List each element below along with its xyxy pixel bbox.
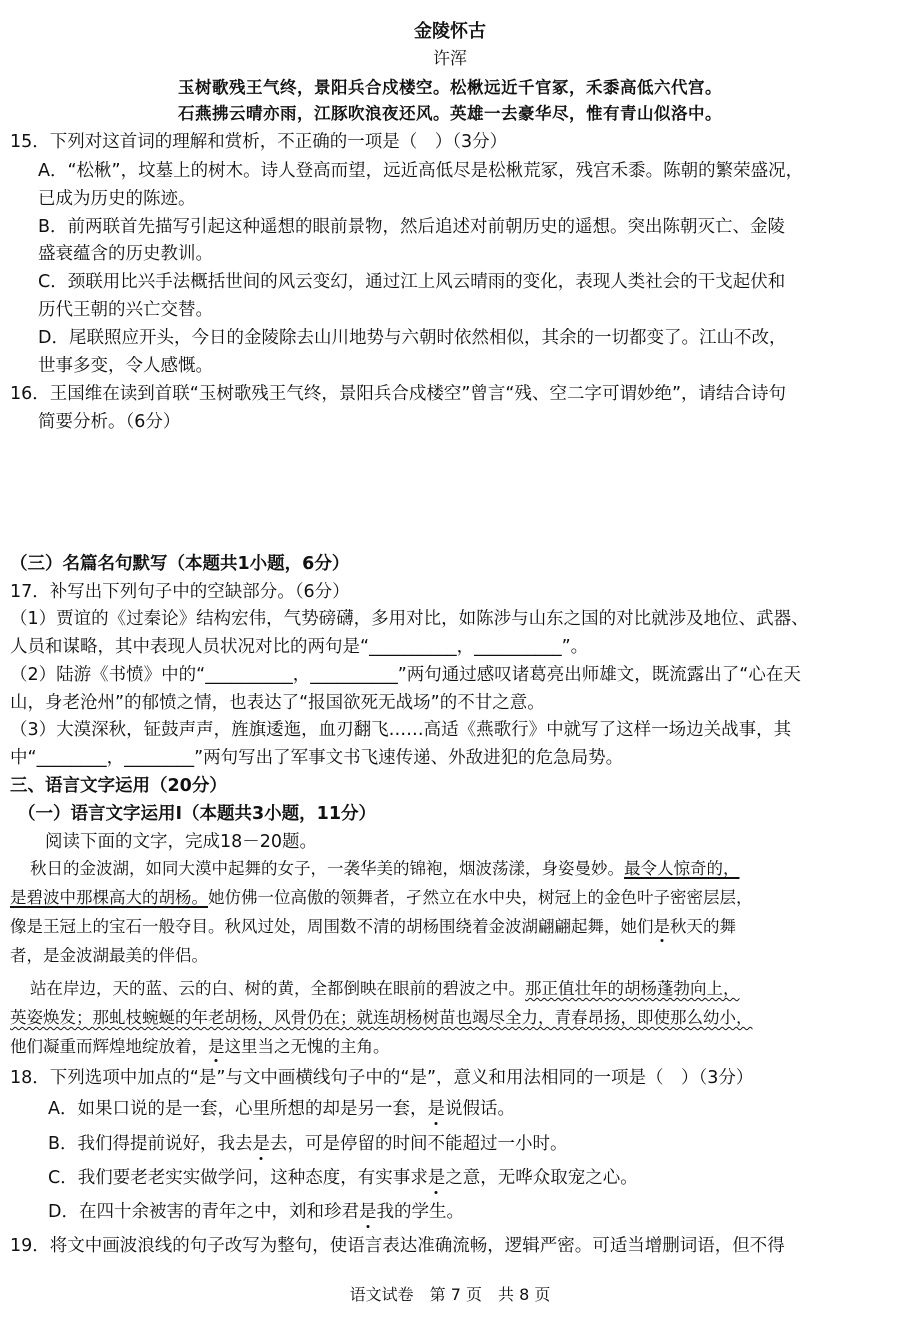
option-text: 我的学生。: [376, 1202, 464, 1222]
q17-item-3: （3）大漠深秋，钲鼓声声，旌旗逶迤，血刃翻飞……高适《燕歌行》中就写了这样一场边关战事，其: [10, 720, 792, 740]
passage-p1-line1: [30, 857, 740, 881]
poem-title: 金陵怀古: [414, 21, 486, 42]
dotted-char: 是: [252, 1134, 271, 1154]
option-text: D．在四十余被害的青年之中，刘和珍君: [48, 1202, 359, 1222]
dotted-char: 是: [208, 1037, 225, 1056]
q15-option-c: C．颈联用比兴手法概括世间的风云变幻，通过江上风云晴雨的变化，表现人类社会的干戈起伏和: [38, 272, 786, 292]
q18-option-a: [48, 1097, 515, 1121]
passage-p2-line3: [10, 1035, 390, 1059]
q18-option-c: [48, 1166, 638, 1190]
wavy-underlined-sentence: 英姿焕发；那虬枝蜿蜒的年老胡杨，风骨仍在；就连胡杨树苗也竭尽全力，青春昂扬，即使那么幼小，: [10, 1008, 753, 1027]
q17-item-2-cont: 山，身老沧州”的郁愤之情，也表达了“报国欲死无战场”的不甘之意。: [10, 693, 545, 713]
q18-option-d: [48, 1200, 464, 1224]
question-19-stem: 19．将文中画波浪线的句子改写为整句，使语言表达准确流畅，逻辑严密。可适当增删词语，但不得: [10, 1236, 785, 1256]
option-text: C．我们要老老实实做学问，这种态度，有实事求: [48, 1168, 428, 1188]
q15-option-a-cont: 已成为历史的陈迹。: [38, 189, 196, 209]
section-3-title: （三）名篇名句默写（本题共1小题，6分）: [10, 554, 350, 574]
question-16-stem: 16．王国维在读到首联“玉树歌残王气终，景阳兵合戍楼空”曾言“残、空二字可谓妙绝”，请结合诗句: [10, 384, 787, 404]
passage-text: 像是王冠上的宝石一般夺目。秋风过处，周围数不清的胡杨围绕着金波湖翩翩起舞，她们: [10, 917, 654, 936]
dotted-char: 是: [358, 1202, 377, 1222]
part-3-title: 三、语言文字运用（20分）: [10, 776, 227, 796]
wavy-underlined-sentence: 那正值壮年的胡杨蓬勃向上，: [525, 979, 740, 998]
question-18-stem: 18．下列选项中加点的“是”与文中画横线句子中的“是”，意义和用法相同的一项是（ ）（3分）: [10, 1068, 754, 1088]
passage-text: 她仿佛一位高傲的领舞者，孑然立在水中央，树冠上的金色叶子密密层层，: [208, 888, 753, 907]
page-footer: 语文试卷 第 7 页 共 8 页: [349, 1285, 551, 1304]
underlined-sentence: 是碧波中那棵高大的胡杨。: [10, 888, 208, 907]
q18-option-b: [48, 1132, 568, 1156]
passage-p1-line3: [10, 915, 736, 939]
underlined-sentence: 最令人惊奇的，: [624, 859, 740, 878]
passage-p1-line2: [10, 886, 753, 910]
q15-option-d-cont: 世事多变，令人感慨。: [38, 356, 213, 376]
q15-option-a: A．“松楸”，坟墓上的树木。诗人登高而望，远近高低尽是松楸荒冢，残宫禾黍。陈朝的繁荣盛况，: [38, 161, 804, 181]
q17-item-1: （1）贾谊的《过秦论》结构宏伟，气势磅礴，多用对比，如陈涉与山东之国的对比就涉及地位、武器、: [10, 609, 809, 629]
dotted-char: 是: [653, 917, 670, 936]
q15-option-c-cont: 历代王朝的兴亡交替。: [38, 300, 213, 320]
option-text: 说假话。: [444, 1099, 515, 1119]
q17-item-1-cont: 人员和谋略，其中表现人员状况对比的两句是“__________，__________”。: [10, 637, 589, 657]
reading-intro: 阅读下面的文字，完成18－20题。: [45, 832, 318, 852]
passage-p2-line1: [30, 977, 740, 1001]
option-text: B．我们得提前说好，我去: [48, 1134, 253, 1154]
passage-text: 这里当之无愧的主角。: [224, 1037, 390, 1056]
question-15-stem: 15．下列对这首词的理解和赏析，不正确的一项是（ ）（3分）: [10, 132, 508, 152]
poem-line-1: 玉树歌残王气终，景阳兵合戍楼空。松楸远近千官冢，禾黍高低六代宫。: [178, 78, 722, 97]
q17-item-2: （2）陆游《书愤》中的“__________，__________”两句通过感叹诸葛亮出师雄文，既流露出了“心在天: [10, 665, 801, 685]
passage-text: 秋日的金波湖，如同大漠中起舞的女子，一袭华美的锦袍，烟波荡漾，身姿曼妙。: [30, 859, 624, 878]
q15-option-d: D．尾联照应开头，今日的金陵除去山川地势与六朝时依然相似，其余的一切都变了。江山不改，: [38, 328, 787, 348]
option-text: A．如果口说的是一套，心里所想的却是另一套，: [48, 1099, 428, 1119]
dotted-char: 是: [427, 1168, 446, 1188]
option-text: 去，可是停留的时间不能超过一小时。: [270, 1134, 568, 1154]
question-16-stem-cont: 简要分析。（6分）: [38, 412, 181, 432]
passage-text: 他们凝重而辉煌地绽放着，: [10, 1037, 208, 1056]
q15-option-b: B．前两联首先描写引起这种遥想的眼前景物，然后追述对前朝历史的遥想。突出陈朝灭亡、金陵: [38, 217, 786, 237]
q15-option-b-cont: 盛衰蕴含的历史教训。: [38, 244, 213, 264]
poem-line-2: 石燕拂云晴亦雨，江豚吹浪夜还风。英雄一去豪华尽，惟有青山似洛中。: [178, 104, 722, 123]
passage-p1-line4: 者，是金波湖最美的伴侣。: [10, 946, 208, 965]
question-17-stem: 17．补写出下列句子中的空缺部分。（6分）: [10, 582, 350, 602]
dotted-char: 是: [427, 1099, 445, 1119]
subsection-1-title: （一）语言文字运用Ⅰ（本题共3小题，11分）: [18, 804, 377, 824]
passage-text: 站在岸边，天的蓝、云的白、树的黄，全都倒映在眼前的碧波之中。: [30, 979, 525, 998]
passage-p2-line2: [10, 1006, 753, 1030]
poem-author: 许浑: [433, 49, 467, 69]
q17-item-3-cont: 中“________，________”两句写出了军事文书飞速传递、外敌进犯的危急局势。: [10, 748, 624, 768]
option-text: 之意，无哗众取宠之心。: [445, 1168, 638, 1188]
passage-text: 秋天的舞: [670, 917, 736, 936]
